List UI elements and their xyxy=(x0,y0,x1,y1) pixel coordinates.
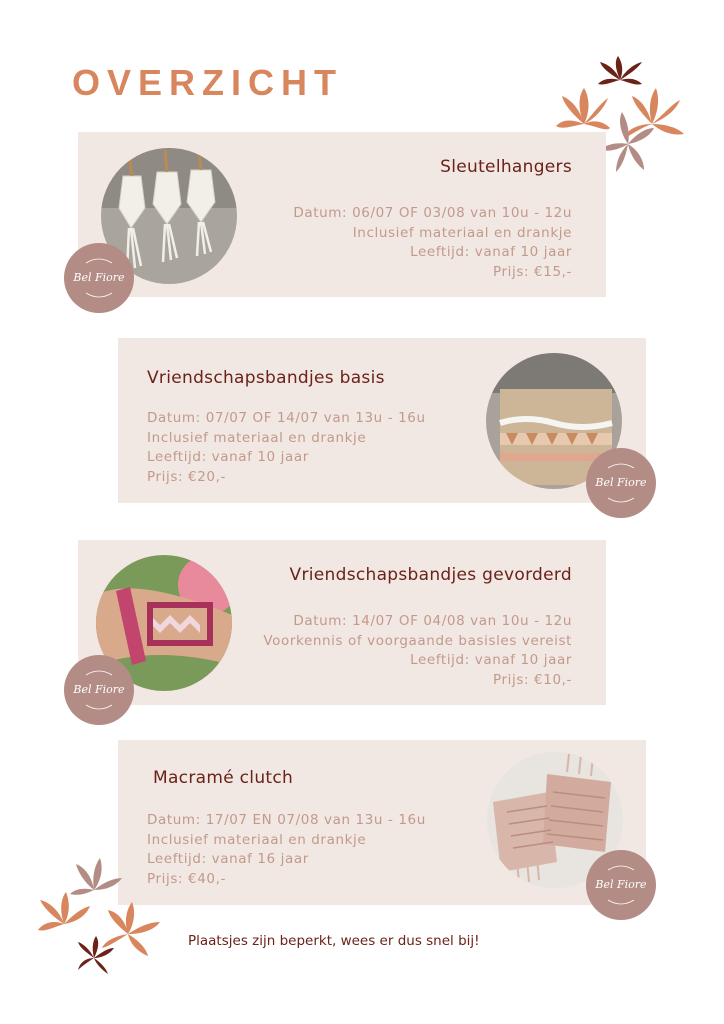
workshop-price: Prijs: €15,- xyxy=(493,263,572,280)
workshop-price: Prijs: €40,- xyxy=(147,870,226,887)
workshop-price: Prijs: €20,- xyxy=(147,468,226,485)
workshop-details xyxy=(147,811,426,889)
footer-note: Plaatsjes zijn beperkt, wees er dus snel bij! xyxy=(188,933,480,949)
workshop-title: Sleutelhangers xyxy=(440,157,572,177)
workshop-age: Leeftijd: vanaf 16 jaar xyxy=(147,851,309,867)
workshop-details xyxy=(147,409,426,487)
badge-text: Bel Fiore xyxy=(73,271,125,284)
workshop-age: Leeftijd: vanaf 10 jaar xyxy=(410,244,572,260)
workshop-date: Datum: 06/07 OF 03/08 van 10u - 12u xyxy=(293,205,572,221)
workshop-age: Leeftijd: vanaf 10 jaar xyxy=(147,449,309,465)
workshop-date: Datum: 17/07 EN 07/08 van 13u - 16u xyxy=(147,812,426,828)
workshop-date: Datum: 07/07 OF 14/07 van 13u - 16u xyxy=(147,410,426,426)
workshop-title: Macramé clutch xyxy=(153,768,294,788)
workshop-price: Prijs: €10,- xyxy=(493,671,572,688)
page-title: OVERZICHT xyxy=(72,62,344,103)
workshop-info: Inclusief materiaal en drankje xyxy=(147,831,367,848)
leaves-decoration-icon xyxy=(38,850,168,978)
workshop-info: Inclusief materiaal en drankje xyxy=(147,429,367,446)
workshop-date: Datum: 14/07 OF 04/08 van 10u - 12u xyxy=(293,613,572,629)
workshop-details xyxy=(263,612,572,690)
workshop-details xyxy=(293,204,572,282)
bel-fiore-logo-badge xyxy=(586,448,656,518)
workshop-age: Leeftijd: vanaf 10 jaar xyxy=(410,652,572,668)
workshop-info: Voorkennis of voorgaande basisles vereist xyxy=(263,632,572,649)
badge-text: Bel Fiore xyxy=(595,878,647,891)
workshop-info: Inclusief materiaal en drankje xyxy=(352,224,572,241)
bel-fiore-logo-badge xyxy=(64,243,134,313)
workshop-title: Vriendschapsbandjes gevorderd xyxy=(289,565,572,585)
bel-fiore-logo-badge xyxy=(586,850,656,920)
badge-text: Bel Fiore xyxy=(595,476,647,489)
bel-fiore-logo-badge xyxy=(64,655,134,725)
workshop-title: Vriendschapsbandjes basis xyxy=(147,368,385,388)
badge-text: Bel Fiore xyxy=(73,683,125,696)
